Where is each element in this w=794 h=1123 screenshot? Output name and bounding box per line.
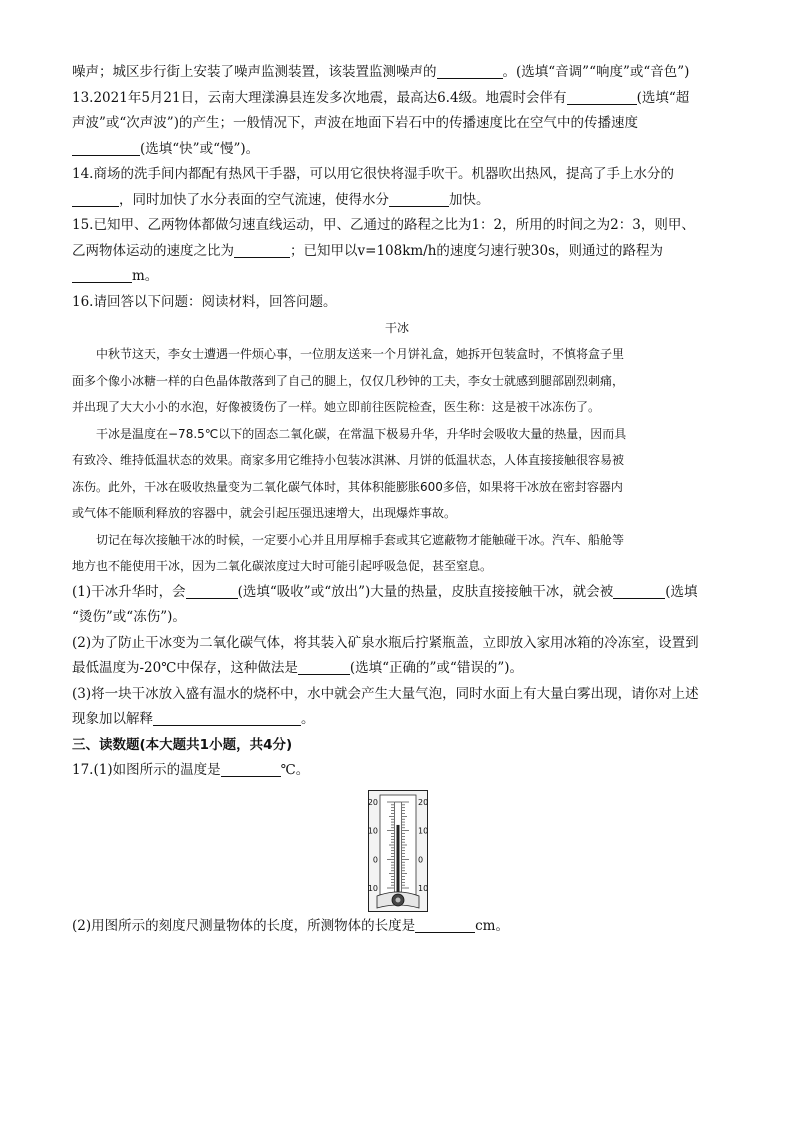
answer-blank[interactable] <box>72 266 132 283</box>
answer-blank[interactable] <box>415 916 475 933</box>
q17-part2 <box>72 914 722 940</box>
q15-line-2 <box>72 239 722 265</box>
answer-blank[interactable] <box>72 190 119 207</box>
q13-option: (选填“超 <box>636 89 690 106</box>
scale-label-right: 10 <box>418 826 428 836</box>
q12-text: 噪声；城区步行街上安装了噪声监测装置，该装置监测噪声的 <box>72 64 437 80</box>
passage-p2-l4: 或气体不能顺利释放的容器中，就会引起压强迅速增大，出现爆炸事故。 <box>72 506 457 520</box>
scale-label-left: 20 <box>368 797 378 807</box>
thermometer-figure <box>72 784 722 914</box>
q13-line-2: 声波”或“次声波”)的产生；一般情况下，声波在地面下岩石中的传播速度比在空气中的传播速度 <box>72 115 638 131</box>
q17-part1 <box>72 758 722 784</box>
q16-sub2-line-2 <box>72 656 722 682</box>
q14-line-1: 14.商场的洗手间内都配有热风干手器，可以用它很快将湿手吹干。机器吹出热风，提高了手上水分的 <box>72 166 674 182</box>
q16-s3-end: 。 <box>301 711 315 727</box>
q17-p2-unit: cm。 <box>475 917 509 934</box>
q16-s2-option: (选填“正确的”或“错误的”)。 <box>349 660 523 676</box>
answer-blank[interactable] <box>234 241 290 258</box>
q14-line-2 <box>72 188 722 214</box>
scale-label-left: 10 <box>368 883 378 893</box>
scale-label-left: 0 <box>372 854 378 864</box>
answer-blank[interactable] <box>153 709 301 726</box>
q17-p2-text: (2)用图所示的刻度尺测量物体的长度，所测物体的长度是 <box>72 917 416 934</box>
q16-s1-text-mid: (选填“吸收”或“放出”)大量的热量，皮肤直接接触干冰，就会被 <box>237 583 614 600</box>
q13-line-3 <box>72 137 722 163</box>
section-heading: 三、读数题(本大题共1小题，共4分) <box>72 736 293 753</box>
answer-blank[interactable] <box>613 582 665 599</box>
q16-sub3-line-2 <box>72 707 722 733</box>
answer-blank[interactable] <box>298 658 350 675</box>
q15-line-1: 15.已知甲、乙两物体都做匀速直线运动，甲、乙通过的路程之比为1：2，所用的时间之为2：3，则甲、 <box>72 217 695 233</box>
answer-blank[interactable] <box>567 88 637 105</box>
q16-s1-option: (选填 <box>665 583 698 600</box>
answer-blank[interactable] <box>389 190 449 207</box>
passage-p3-l2: 地方也不能使用干冰，因为二氧化碳浓度过大时可能引起呼吸急促，甚至窒息。 <box>72 559 493 573</box>
passage-p3-l1: 切记在每次接触干冰的时候，一定要小心并且用厚棉手套或其它遮蔽物才能触碰干冰。汽车、船舱等 <box>96 532 625 547</box>
scale-label-right: 20 <box>418 797 428 807</box>
q12-text-end: 。(选填“音调”“响度”或“音色”) <box>502 64 690 80</box>
scale-label-left: 10 <box>368 826 378 836</box>
q16-s1-text: (1)干冰升华时，会 <box>72 583 186 600</box>
q15-unit: m。 <box>132 268 159 284</box>
q14-text-end: 加快。 <box>449 191 490 208</box>
mercury-column <box>397 824 400 893</box>
q17-p1-text: 17.(1)如图所示的温度是 <box>72 762 221 778</box>
answer-blank[interactable] <box>72 139 140 156</box>
q16-sub3-line-1: (3)将一块干冰放入盛有温水的烧杯中，水中就会产生大量气泡，同时水面上有大量白雾出现，请你对上述 <box>72 685 699 702</box>
answer-blank[interactable] <box>437 62 503 79</box>
q16-s3-text: 现象加以解释 <box>72 711 153 727</box>
passage-p2-l3: 冻伤。此外，干冰在吸收热量变为二氧化碳气体时，其体积能膨胀600多倍，如果将干冰放在密封容器内 <box>72 479 623 494</box>
passage-p2-l1: 干冰是温度在−78.5℃以下的固态二氧化碳，在常温下极易升华，升华时会吸收大量的热量，因而具 <box>96 426 627 441</box>
answer-blank[interactable] <box>221 760 281 777</box>
thermometer-image <box>368 790 428 912</box>
q16-sub1-line-2: “烫伤”或“冻伤”)。 <box>72 609 186 625</box>
q15-text-mid: ；已知甲以v=108km/h的速度匀速行驶30s，则通过的路程为 <box>290 242 664 259</box>
q16-sub1-line-1 <box>72 580 722 606</box>
passage-title: 干冰 <box>384 321 409 335</box>
q13-line-1 <box>72 86 722 112</box>
q16-intro: 16.请回答以下问题：阅读材料，回答问题。 <box>72 293 337 310</box>
q15-text: 乙两物体运动的速度之比为 <box>72 242 234 259</box>
scale-label-right: 10 <box>418 883 428 893</box>
q16-sub2-line-1: (2)为了防止干冰变为二氧化碳气体，将其装入矿泉水瓶后拧紧瓶盖，立即放入家用冰箱的冷冻室，设置到 <box>72 634 699 651</box>
q14-text: ，同时加快了水分表面的空气流速，使得水分 <box>119 191 389 208</box>
exam-page <box>72 60 722 939</box>
q13-option: (选填“快”或“慢”)。 <box>140 140 260 157</box>
scale-label-right: 0 <box>418 854 424 864</box>
q13-text: 13.2021年5月21日，云南大理漾濞县连发多次地震，最高达6.4级。地震时会伴有 <box>72 89 567 106</box>
passage-p1-l3: 并出现了大大小小的水泡，好像被烫伤了一样。她立即前往医院检查，医生称：这是被干冰冻伤了。 <box>72 400 601 414</box>
q16-s2-text: 最低温度为-20℃中保存，这种做法是 <box>72 660 298 676</box>
answer-blank[interactable] <box>186 582 238 599</box>
q17-p1-unit: ℃。 <box>280 762 310 778</box>
passage-p2-l2: 有致冷、维持低温状态的效果。商家多用它维持小包装冰淇淋、月饼的低温状态，人体直接接触很容易被 <box>72 453 625 467</box>
passage-p1-l1: 中秋节这天，李女士遭遇一件烦心事，一位朋友送来一个月饼礼盒，她拆开包装盒时，不慎将盒子里 <box>96 347 625 361</box>
q15-line-3 <box>72 264 722 290</box>
q12-tail <box>72 60 722 86</box>
passage-p1-l2: 面多个像小冰糖一样的白色晶体散落到了自己的腿上，仅仅几秒钟的工夫，李女士就感到腿部剧烈刺痛， <box>72 373 625 388</box>
